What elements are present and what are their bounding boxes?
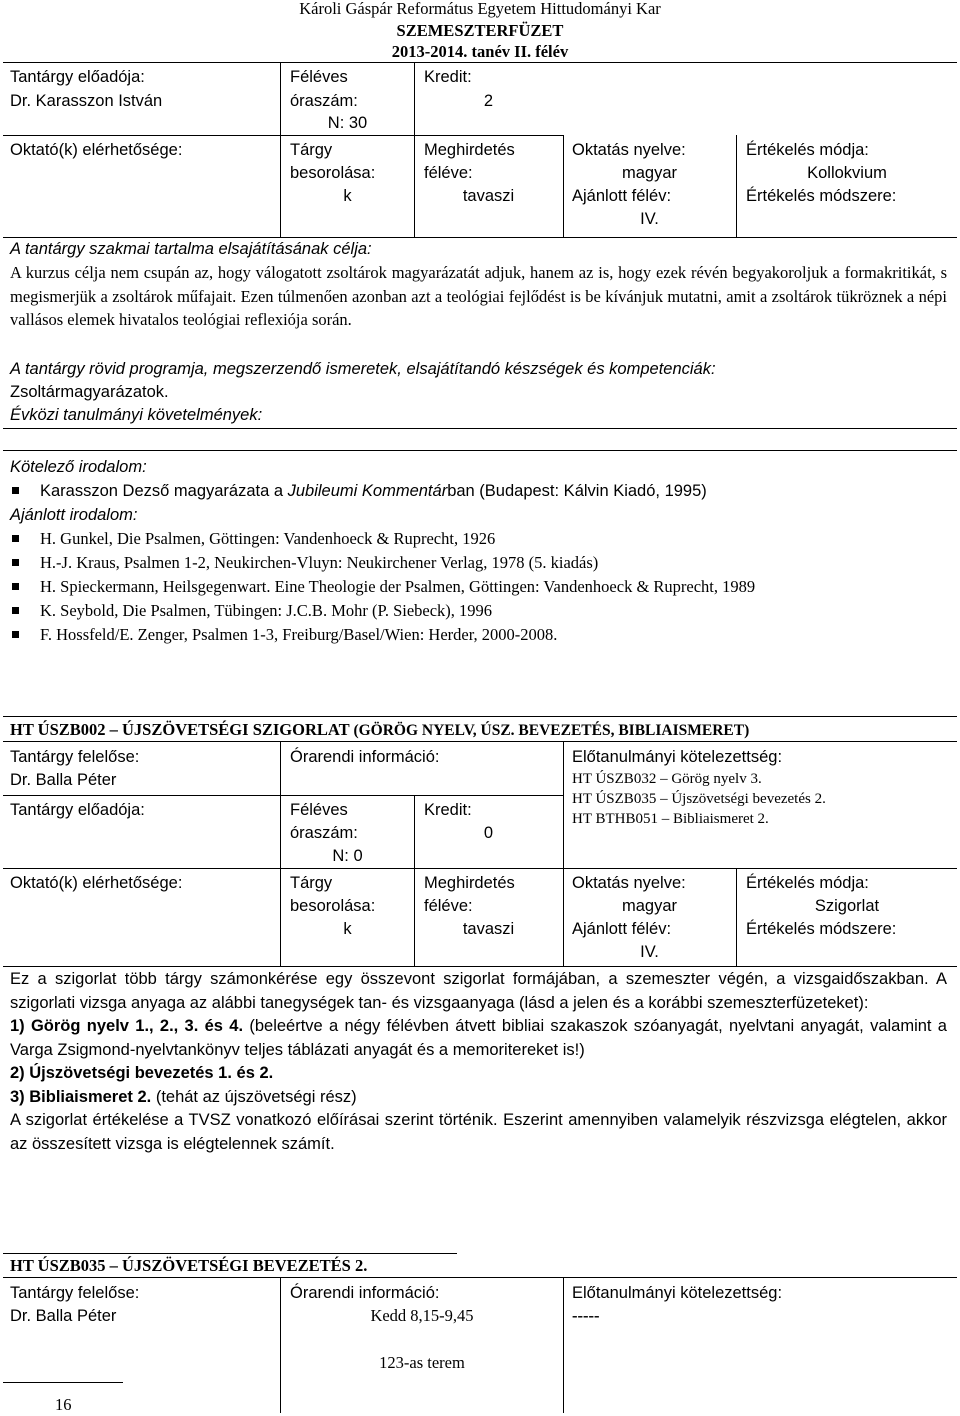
- course2-kredit-value: 0: [483, 824, 494, 842]
- course1-modszer-label: Értékelés módszere:: [746, 187, 897, 205]
- bullet-icon: [12, 607, 19, 614]
- course2-ajanlott-value: IV.: [640, 943, 659, 961]
- course1-nyelv-label: Oktatás nyelve:: [572, 141, 686, 159]
- course2-elotan-list: [572, 769, 826, 829]
- course1-ajanlott-label: Ajánlott félév:: [572, 187, 672, 205]
- header-term: 2013-2014. tanév II. félév: [391, 42, 569, 61]
- course1-ajanlott-value: IV.: [640, 210, 659, 228]
- bullet-icon: [12, 559, 19, 566]
- bullet-icon: [12, 631, 19, 638]
- course2-oktato-label: Oktató(k) elérhetősége:: [10, 874, 183, 892]
- list-item: H.-J. Kraus, Psalmen 1-2, Neukirchen-Vluyn: Neukirchener Verlag, 1978 (5. kiadás): [10, 552, 755, 576]
- course3-elotan-value: -----: [572, 1306, 600, 1325]
- list-item: Karasszon Dezső magyarázata a Jubileumi Kommentárban (Budapest: Kálvin Kiadó, 1995): [10, 480, 707, 504]
- bullet-icon: [12, 487, 19, 494]
- course2-paragraph-1: Ez a szigorlat több tárgy számonkérése egy összevont szigorlat formájában, a szemeszter végén, a vizsgaidőszakban. A szigorlati vizsga anyaga az alábbi tanegységek tan- és vizsgaanyaga (lásd a jelen és a korábbi szemeszterfüzeteket):: [10, 970, 947, 1012]
- course3-title: HT ÚSZB035 – ÚJSZÖVETSÉGI BEVEZETÉS 2.: [10, 1256, 368, 1275]
- course2-feleve-value: tavaszi: [462, 920, 515, 938]
- course1-ertekeles-value: Kollokvium: [807, 164, 887, 182]
- course3-terem: 123-as terem: [379, 1353, 465, 1372]
- course2-elotan-label: Előtanulmányi kötelezettség:: [572, 748, 783, 766]
- course1-feleve-label: féléve:: [424, 164, 473, 182]
- list-item: K. Seybold, Die Psalmen, Tübingen: J.C.B. Mohr (P. Siebeck), 1996: [10, 600, 755, 624]
- course1-meghirdetes-label: Meghirdetés: [424, 141, 515, 159]
- course2-oraszam-label: óraszám:: [290, 824, 358, 842]
- list-item: HT ÚSZB032 – Görög nyelv 3.: [572, 771, 762, 787]
- course1-kotelezo-list: [10, 480, 707, 504]
- course1-evkozi-heading: Évközi tanulmányi követelmények:: [10, 406, 263, 424]
- course2-title: HT ÚSZB002 – ÚJSZÖVETSÉGI SZIGORLAT (GÖRÖG NYELV, ÚSZ. BEVEZETÉS, BIBLIAISMERET): [10, 720, 750, 739]
- course2-besorolas-value: k: [343, 920, 352, 938]
- list-item: H. Spieckermann, Heilsgegenwart. Eine Theologie der Psalmen, Göttingen: Vandenhoeck & Ruprecht, 1989: [10, 576, 755, 600]
- list-item: H. Gunkel, Die Psalmen, Göttingen: Vandenhoeck & Ruprecht, 1926: [10, 528, 755, 552]
- course1-feleve-value: tavaszi: [462, 187, 515, 205]
- course2-oraszam-value: N: 0: [332, 847, 363, 865]
- course1-program-heading: A tantárgy rövid programja, megszerzendő ismeretek, elsajátítandó készségek és kompetenciák:: [10, 360, 716, 378]
- course1-oraszam-value: N: 30: [327, 114, 368, 132]
- course2-felelos-label: Tantárgy felelőse:: [10, 748, 140, 766]
- course1-kredit-label: Kredit:: [424, 68, 472, 86]
- course2-feleve-label: féléve:: [424, 897, 473, 915]
- course1-besorolas-label: besorolása:: [290, 164, 376, 182]
- course2-eloado-label: Tantárgy előadója:: [10, 801, 145, 819]
- course3-orarendi-label: Órarendi információ:: [290, 1284, 440, 1302]
- course2-modszer-label: Értékelés módszere:: [746, 920, 897, 938]
- course2-description: [10, 968, 947, 1156]
- course3-orarendi-value: Kedd 8,15-9,45: [370, 1306, 474, 1325]
- course1-kotelezo-heading: Kötelező irodalom:: [10, 458, 147, 476]
- course1-program-text: Zsoltármagyarázatok.: [10, 383, 169, 401]
- course1-nyelv-value: magyar: [621, 164, 678, 182]
- header-title: SZEMESZTERFÜZET: [396, 21, 564, 40]
- course2-ajanlott-label: Ajánlott félév:: [572, 920, 672, 938]
- course2-targy-label: Tárgy: [290, 874, 333, 892]
- course2-ertekeles-label: Értékelés módja:: [746, 874, 869, 892]
- course2-ertekeles-value: Szigorlat: [814, 897, 880, 915]
- course1-oktato-label: Oktató(k) elérhetősége:: [10, 141, 183, 159]
- bullet-icon: [12, 583, 19, 590]
- bullet-icon: [12, 535, 19, 542]
- course1-ajanlott-irodalom-heading: Ajánlott irodalom:: [10, 506, 138, 524]
- course1-kredit-value: 2: [483, 92, 494, 110]
- course2-paragraph-2: 1) Görög nyelv 1., 2., 3. és 4. (beleértve a négy félévben átvett bibliai szakaszok szóanyagát, nyelvtani anyagát, valamint a Varga Zsigmond-nyelvtankönyv teljes táblázati anyagát és a memoritereket is!): [10, 1017, 947, 1059]
- course2-felelos: Dr. Balla Péter: [10, 771, 117, 789]
- list-item: HT ÚSZB035 – Újszövetségi bevezetés 2.: [572, 791, 826, 807]
- course2-paragraph-4: 3) Bibliaismeret 2. (tehát az újszövetségi rész): [10, 1087, 357, 1106]
- course2-paragraph-5: A szigorlat értékelése a TVSZ vonatkozó előírásai szerint történik. Eszerint amennyiben valamelyik részvizsga elégtelen, akkor az összesített vizsga is elégtelennek számít.: [10, 1111, 947, 1153]
- course1-besorolas-value: k: [343, 187, 352, 205]
- course1-ertekeles-label: Értékelés módja:: [746, 141, 869, 159]
- course2-besorolas-label: besorolása:: [290, 897, 376, 915]
- course1-eloado: Dr. Karasszon István: [10, 92, 163, 110]
- course2-paragraph-3: 2) Újszövetségi bevezetés 1. és 2.: [10, 1064, 274, 1082]
- course3-felelos: Dr. Balla Péter: [10, 1307, 117, 1325]
- course2-nyelv-label: Oktatás nyelve:: [572, 874, 686, 892]
- course1-eloado-label: Tantárgy előadója:: [10, 68, 145, 86]
- list-item: F. Hossfeld/E. Zenger, Psalmen 1-3, Freiburg/Basel/Wien: Herder, 2000-2008.: [10, 624, 755, 648]
- course1-cel-text: A kurzus célja nem csupán az, hogy válogatott zsoltárok magyarázatát adjuk, hanem az is, hogy ezek révén begyakoroljuk a formakritikát, s megismerjük a zsoltárok műfajait. Ezen túlmenően azonban azt a teológiai fejlődést is be kívánjuk mutatni, amit a zsoltárok tükröznek a népi vallásos elemek hivatalos teológiai reflexiója során.: [10, 263, 947, 329]
- course1-feleves-label: Féléves: [290, 68, 348, 86]
- course3-elotan-label: Előtanulmányi kötelezettség:: [572, 1284, 783, 1302]
- list-item: HT BTHB051 – Bibliaismeret 2.: [572, 811, 769, 827]
- course2-orarendi-label: Órarendi információ:: [290, 748, 440, 766]
- course2-meghirdetes-label: Meghirdetés: [424, 874, 515, 892]
- header-institution: Károli Gáspár Református Egyetem Hittudományi Kar: [299, 0, 661, 18]
- course1-ajanlott-irodalom-list: [10, 528, 755, 648]
- course1-cel-heading: A tantárgy szakmai tartalma elsajátításának célja:: [10, 240, 372, 258]
- course2-nyelv-value: magyar: [621, 897, 678, 915]
- course1-oraszam-label: óraszám:: [290, 92, 358, 110]
- page-number: 16: [55, 1395, 72, 1414]
- course3-felelos-label: Tantárgy felelőse:: [10, 1284, 140, 1302]
- course2-feleves-label: Féléves: [290, 801, 348, 819]
- course2-kredit-label: Kredit:: [424, 801, 472, 819]
- course1-targy-label: Tárgy: [290, 141, 333, 159]
